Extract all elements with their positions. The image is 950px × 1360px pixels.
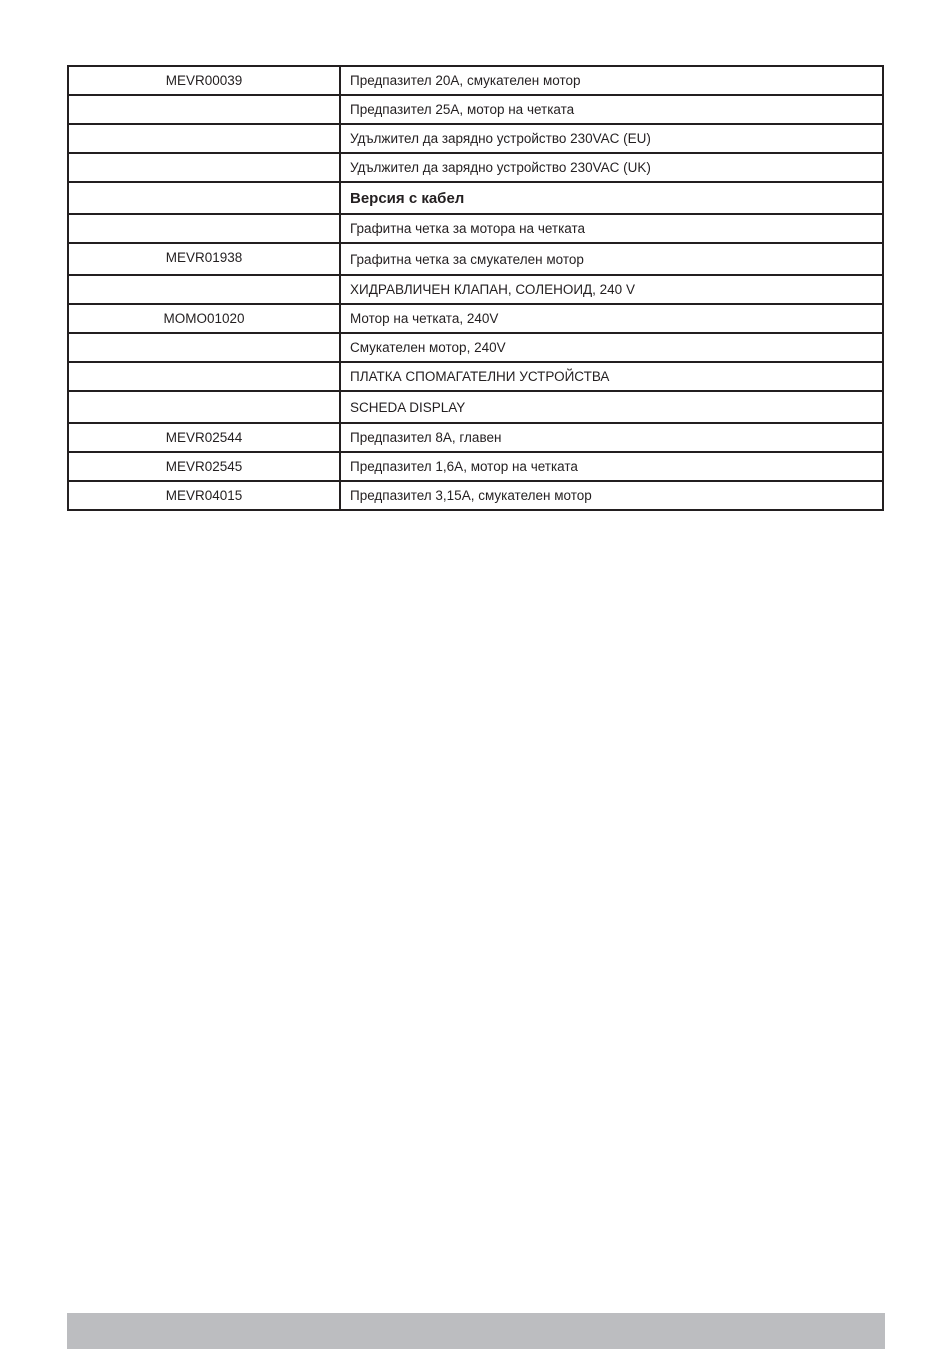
part-description: Предпазител 3,15A, смукателен мотор: [340, 481, 883, 510]
part-code: MEVR01938: [68, 243, 340, 275]
part-code: [68, 362, 340, 391]
table-row: [68, 95, 883, 124]
table-row: [68, 124, 883, 153]
part-description: Предпазител 20A, смукателен мотор: [340, 66, 883, 95]
part-description: Смукателен мотор, 240V: [340, 333, 883, 362]
part-description: SCHEDA DISPLAY: [340, 391, 883, 423]
part-code: MEVR00039: [68, 66, 340, 95]
part-description: Предпазител 25A, мотор на четката: [340, 95, 883, 124]
parts-table: [67, 65, 884, 511]
part-code: [68, 214, 340, 243]
table-row: [68, 243, 883, 275]
part-description: Мотор на четката, 240V: [340, 304, 883, 333]
table-row: [68, 275, 883, 304]
part-description: Графитна четка за смукателен мотор: [340, 243, 883, 275]
table-row: [68, 481, 883, 510]
part-code: [68, 275, 340, 304]
part-code: [68, 182, 340, 214]
part-description: ПЛАТКА СПОМАГАТЕЛНИ УСТРОЙСТВА: [340, 362, 883, 391]
table-row: [68, 362, 883, 391]
table-row: [68, 423, 883, 452]
table-row: [68, 391, 883, 423]
part-code: [68, 95, 340, 124]
part-code: MEVR04015: [68, 481, 340, 510]
part-code: MEVR02545: [68, 452, 340, 481]
part-code: MEVR02544: [68, 423, 340, 452]
part-code: [68, 124, 340, 153]
part-code: MOMO01020: [68, 304, 340, 333]
section-heading: Версия с кабел: [340, 182, 883, 214]
part-code: [68, 391, 340, 423]
part-description: Предпазител 8A, главен: [340, 423, 883, 452]
part-code: [68, 333, 340, 362]
table-row: [68, 214, 883, 243]
table-row: [68, 333, 883, 362]
part-description: Удължител да зарядно устройство 230VAC (UK): [340, 153, 883, 182]
page-footer-bar: [67, 1313, 885, 1349]
table-row: [68, 452, 883, 481]
part-code: [68, 153, 340, 182]
part-description: Предпазител 1,6A, мотор на четката: [340, 452, 883, 481]
table-row: [68, 66, 883, 95]
section-heading-row: [68, 182, 883, 214]
part-description: ХИДРАВЛИЧЕН КЛАПАН, СОЛЕНОИД, 240 V: [340, 275, 883, 304]
part-description: Графитна четка за мотора на четката: [340, 214, 883, 243]
table-row: [68, 304, 883, 333]
table-row: [68, 153, 883, 182]
part-description: Удължител да зарядно устройство 230VAC (EU): [340, 124, 883, 153]
